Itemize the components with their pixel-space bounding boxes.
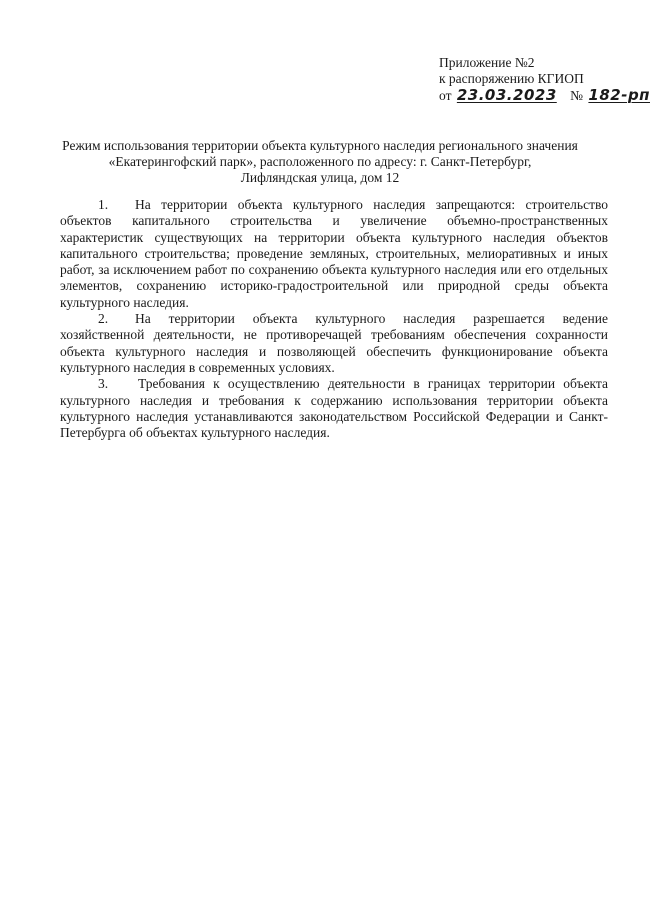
handwritten-date: 23.03.2023 — [456, 86, 557, 104]
handwritten-number: 182-рп — [588, 86, 650, 104]
paragraph-number: 2. — [98, 311, 109, 327]
appendix-subtitle: к распоряжению КГИОП — [439, 71, 584, 86]
appendix-reference — [439, 86, 650, 105]
paragraph — [60, 311, 608, 376]
appendix-title: Приложение №2 — [439, 55, 535, 70]
paragraph-text: На территории объекта культурного наследия разрешается ведение хозяйственной деятельности, не противоречащей требованиям обеспечения сохранности объекта культурного наследия и позволяющей обеспечить функционирование объекта культурного наследия в современных условиях. — [60, 311, 608, 375]
date-prefix: от — [439, 88, 452, 103]
appendix-header — [439, 55, 650, 105]
paragraph-text: Требования к осуществлению деятельности в границах территории объекта культурного наследия и требования к содержанию использования территории объекта культурного наследия устанавливаются законодательством Российской Федерации и Санкт-Петербурга об объектах культурного наследия. — [60, 376, 608, 441]
title-line: Режим использования территории объекта культурного наследия регионального значения — [62, 138, 578, 153]
paragraph-number: 1. — [98, 197, 109, 212]
number-prefix: № — [570, 88, 584, 103]
paragraph-text: На территории объекта культурного наследия запрещаются: строительство объектов капитального строительства и увеличение объемно-пространственных характеристик существующих на территории объекта культурного наследия объектов капитального строительства; проведение земляных, строительных, мелиоративных и иных работ, за исключением работ по сохранению объекта культурного наследия или его отдельных элементов, сохранению историко-градостроительной или природной среды объекта культурного наследия. — [60, 197, 608, 310]
paragraph-number: 3. — [98, 376, 109, 392]
document-body — [60, 197, 608, 441]
title-line: Лифляндская улица, дом 12 — [240, 170, 400, 185]
paragraph — [60, 197, 608, 311]
title-line: «Екатерингофский парк», расположенного по адресу: г. Санкт-Петербург, — [108, 154, 532, 169]
document-title — [60, 138, 580, 186]
paragraph — [60, 376, 608, 441]
